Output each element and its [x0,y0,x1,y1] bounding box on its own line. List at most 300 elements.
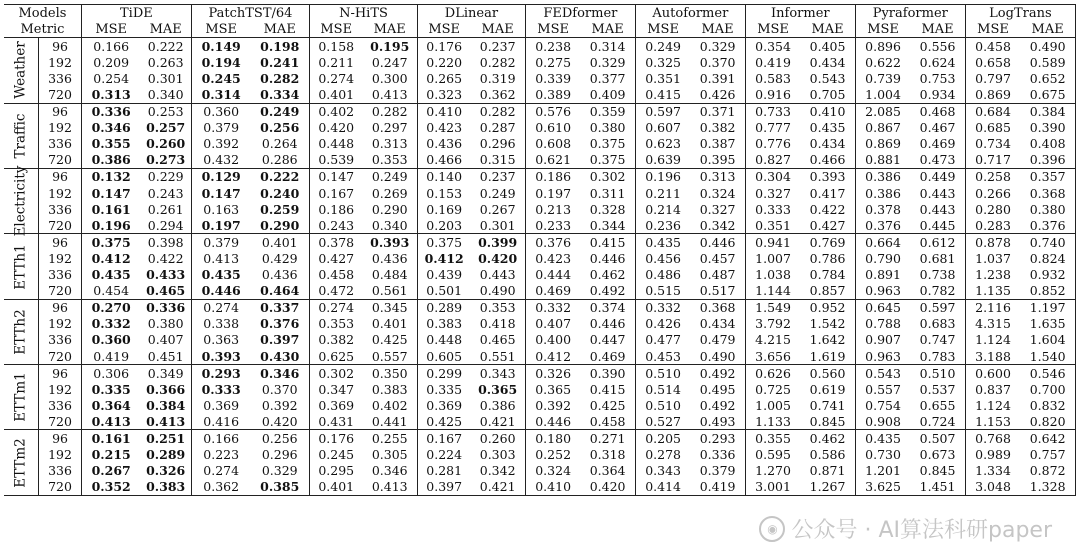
value-cell [81,136,140,152]
value-cell [140,120,191,136]
value: 0.658 [975,54,1011,70]
value-cell [417,168,470,185]
value-cell [81,38,140,55]
value: 1.642 [809,332,846,348]
value-cell [525,70,580,86]
value: 0.457 [699,250,736,266]
value: 0.374 [589,300,626,316]
value: 0.740 [1029,234,1066,250]
value: 0.857 [809,283,846,299]
value: 0.434 [809,54,846,70]
value: 0.546 [1029,365,1066,381]
value-cell [525,120,580,136]
dataset-name: Traffic [12,113,29,159]
value-cell [580,381,635,397]
value: 0.600 [975,365,1011,381]
value: 0.369 [426,397,463,413]
value: 0.624 [919,54,956,70]
value-cell [1020,136,1075,152]
value-cell [81,234,140,251]
value: 0.295 [318,463,355,479]
value: 0.252 [535,447,572,463]
value: 0.290 [371,201,408,217]
value-cell [310,381,363,397]
value-cell [417,38,470,55]
value-cell [965,70,1020,86]
value-cell [910,136,965,152]
value-cell [81,479,140,496]
value-cell [250,70,309,86]
value-cell [470,283,525,300]
value-cell [250,447,309,463]
results-table [4,4,1076,496]
value-cell [855,479,910,496]
value-cell [250,365,309,382]
value: 0.446 [589,316,626,332]
value: 0.467 [919,120,956,136]
value: 0.419 [93,348,130,364]
value-cell [745,185,800,201]
dataset-label-cell [4,299,39,364]
value: 0.878 [975,234,1011,250]
value-cell [1020,267,1075,283]
value: 0.466 [809,152,846,168]
best-value: 0.346 [91,120,131,136]
value: 0.338 [203,316,240,332]
best-value: 0.259 [260,201,300,217]
value: 0.782 [919,283,956,299]
value: 0.413 [371,87,408,103]
best-value: 0.393 [201,348,241,364]
best-value: 0.241 [260,54,300,70]
value-cell [140,463,191,479]
value: 0.989 [975,447,1011,463]
header-metric-row [4,21,1076,38]
value: 1.201 [865,463,901,479]
value: 0.390 [1029,120,1066,136]
value: 0.427 [809,217,846,233]
value: 1.635 [1029,316,1066,332]
value-cell [140,136,191,152]
value: 0.233 [535,217,572,233]
value: 0.427 [318,250,355,266]
value-cell [191,168,250,185]
value: 0.448 [318,136,355,152]
value: 0.387 [699,136,736,152]
value-cell [250,38,309,55]
value: 0.344 [589,217,626,233]
horizon-cell: 720 [39,479,82,496]
value-cell [1020,103,1075,120]
value-cell [470,430,525,447]
value: 0.642 [1029,430,1066,446]
value-cell [910,316,965,332]
best-value: 0.435 [201,267,241,283]
value: 0.377 [589,70,626,86]
value: 0.769 [809,234,846,250]
value-cell [81,103,140,120]
value: 0.845 [809,413,846,429]
best-value: 0.129 [201,169,241,185]
value: 0.401 [318,479,355,495]
best-value: 0.260 [146,136,186,152]
value: 0.469 [919,136,956,152]
table-row [4,152,1076,169]
value-cell [417,316,470,332]
value: 0.458 [975,38,1011,54]
value-cell [470,365,525,382]
value: 0.414 [645,479,681,495]
value-cell [310,201,363,217]
value: 0.451 [147,348,184,364]
dataset-name: Electricity [12,165,29,237]
value-cell [580,234,635,251]
value-cell [525,447,580,463]
value-cell [800,332,855,348]
value-cell [745,168,800,185]
value: 0.323 [426,87,463,103]
value: 0.324 [699,185,736,201]
value: 0.346 [371,463,408,479]
value-cell [1020,234,1075,251]
value-cell [745,381,800,397]
value: 0.249 [645,38,681,54]
value-cell [525,38,580,55]
value: 0.444 [535,267,572,283]
value: 0.490 [1029,38,1066,54]
value: 0.263 [147,54,184,70]
value-cell [250,381,309,397]
value-cell [580,120,635,136]
value: 0.419 [755,54,791,70]
metric-header: MAE [580,21,635,38]
metric-header: MSE [81,21,140,38]
value-cell [690,316,745,332]
value-cell [800,136,855,152]
value: 0.466 [426,152,463,168]
value: 0.436 [426,136,463,152]
value-cell [745,447,800,463]
best-value: 0.314 [201,87,241,103]
value-cell [525,430,580,447]
value: 0.845 [919,463,956,479]
value: 0.332 [645,300,681,316]
value: 0.254 [93,70,130,86]
dataset-label-cell [4,103,39,168]
value-cell [1020,413,1075,430]
best-value: 0.240 [260,185,300,201]
value-cell [525,217,580,234]
horizon-cell: 192 [39,316,82,332]
best-value: 0.375 [91,234,131,250]
value: 0.881 [865,152,901,168]
value: 0.824 [1029,250,1066,266]
value: 1.007 [755,250,791,266]
value-cell [140,299,191,316]
best-value: 0.412 [424,250,464,266]
value-cell [191,463,250,479]
value: 0.443 [479,267,516,283]
value: 0.425 [589,397,626,413]
horizon-cell: 96 [39,168,82,185]
value-cell [1020,365,1075,382]
value: 0.724 [919,413,956,429]
value: 0.415 [645,87,681,103]
value-cell [965,283,1020,300]
model-header: FEDformer [525,5,635,22]
table-row [4,479,1076,496]
value-cell [470,234,525,251]
value-cell [191,283,250,300]
value: 0.495 [699,381,736,397]
value: 0.827 [755,152,791,168]
value: 0.447 [589,332,626,348]
value-cell [855,365,910,382]
value-cell [191,413,250,430]
value-cell [470,413,525,430]
value: 0.340 [147,87,184,103]
value-cell [191,267,250,283]
value-cell [140,316,191,332]
value-cell [745,283,800,300]
value: 1.542 [809,316,846,332]
value: 0.261 [147,201,184,217]
value: 0.167 [426,430,463,446]
value-cell [910,365,965,382]
value-cell [580,168,635,185]
value-cell [745,86,800,103]
value-cell [580,332,635,348]
value-cell [250,86,309,103]
value-cell [470,136,525,152]
value-cell [910,70,965,86]
value-cell [855,103,910,120]
value: 0.249 [479,185,516,201]
value-cell [635,267,690,283]
value-cell [855,348,910,365]
value-cell [690,152,745,169]
value: 1.334 [975,463,1011,479]
value-cell [470,152,525,169]
value-cell [250,168,309,185]
value-cell [191,332,250,348]
value: 0.445 [919,217,956,233]
value: 3.625 [865,479,901,495]
value-cell [525,136,580,152]
value-cell [800,38,855,55]
value: 0.941 [755,234,791,250]
value: 0.271 [589,430,626,446]
value: 0.557 [865,381,901,397]
value: 0.386 [865,185,901,201]
best-value: 0.393 [370,234,410,250]
value-cell [910,447,965,463]
horizon-cell: 96 [39,365,82,382]
value: 0.619 [809,381,846,397]
value: 0.487 [699,267,736,283]
value: 0.407 [535,316,572,332]
value: 0.363 [203,332,240,348]
value: 0.293 [699,430,736,446]
value: 0.576 [535,104,572,120]
value-cell [745,250,800,266]
value: 0.296 [479,136,516,152]
value: 0.351 [645,70,681,86]
value: 0.415 [589,234,626,250]
value: 0.296 [261,447,298,463]
value: 0.685 [975,120,1011,136]
table-row [4,250,1076,266]
metric-header: MSE [525,21,580,38]
value-cell [855,152,910,169]
value: 0.281 [426,463,463,479]
table-row [4,136,1076,152]
value: 0.355 [755,430,791,446]
value-cell [855,299,910,316]
value: 0.739 [865,70,901,86]
table-row [4,348,1076,365]
best-value: 0.336 [91,104,131,120]
value-cell [690,381,745,397]
value-cell [1020,283,1075,300]
value-cell [910,234,965,251]
value: 0.236 [645,217,681,233]
value-cell [855,381,910,397]
value: 1.197 [1029,300,1066,316]
value-cell [690,332,745,348]
value: 0.597 [645,104,681,120]
value: 0.339 [535,70,572,86]
value-cell [525,103,580,120]
value-cell [81,185,140,201]
value-cell [417,103,470,120]
value-cell [745,365,800,382]
value: 0.434 [699,316,736,332]
value-cell [417,267,470,283]
value-cell [140,54,191,70]
value-cell [470,217,525,234]
value-cell [635,152,690,169]
value: 0.264 [261,136,298,152]
best-value: 0.364 [91,397,131,413]
value: 0.370 [261,381,298,397]
value-cell [690,447,745,463]
value-cell [635,38,690,55]
value: 0.393 [809,169,846,185]
value: 0.266 [975,185,1011,201]
value-cell [525,54,580,70]
value: 0.380 [147,316,184,332]
value: 0.431 [318,413,355,429]
value: 0.305 [371,447,408,463]
value: 0.469 [535,283,572,299]
value-cell [580,217,635,234]
metric-header: MSE [855,21,910,38]
value-cell [81,447,140,463]
value-cell [580,54,635,70]
value: 0.490 [479,283,516,299]
best-value: 0.366 [146,381,186,397]
value-cell [250,479,309,496]
value-cell [140,250,191,266]
value-cell [140,332,191,348]
value-cell [140,381,191,397]
value: 0.733 [755,104,791,120]
value-cell [910,267,965,283]
table-row [4,234,1076,251]
metric-header: MAE [470,21,525,38]
horizon-cell: 336 [39,70,82,86]
dataset-name: ETTm2 [12,437,29,488]
watermark-text: 公众号 · AI算法科研paper [791,518,1052,543]
value-cell [635,365,690,382]
value-cell [745,332,800,348]
value: 0.379 [203,234,240,250]
best-value: 0.332 [91,316,131,332]
value-cell [417,136,470,152]
value: 0.907 [865,332,901,348]
value-cell [965,54,1020,70]
table-row [4,267,1076,283]
value: 0.462 [809,430,846,446]
value-cell [745,299,800,316]
model-header: Autoformer [635,5,745,22]
value-cell [310,267,363,283]
horizon-cell: 336 [39,267,82,283]
value: 0.342 [699,217,736,233]
value: 1.144 [755,283,791,299]
value-cell [855,168,910,185]
value: 0.304 [755,169,791,185]
value: 0.664 [865,234,901,250]
value: 1.328 [1029,479,1066,495]
best-value: 0.256 [260,120,300,136]
value-cell [362,185,417,201]
value: 0.375 [589,152,626,168]
value-cell [800,120,855,136]
value-cell [417,413,470,430]
value-cell [580,103,635,120]
table-row [4,120,1076,136]
value: 3.656 [755,348,791,364]
value-cell [191,38,250,55]
value: 0.166 [93,38,130,54]
value: 0.410 [809,104,846,120]
value-cell [525,86,580,103]
value-cell [855,54,910,70]
dataset-label-cell [4,38,39,103]
table-row [4,70,1076,86]
value-cell [965,365,1020,382]
value-cell [362,152,417,169]
value-cell [140,234,191,251]
value-cell [1020,86,1075,103]
best-value: 0.397 [260,332,300,348]
value-cell [855,430,910,447]
value-cell [525,168,580,185]
value-cell [191,234,250,251]
value-cell [910,217,965,234]
value-cell [362,267,417,283]
value: 0.492 [699,397,736,413]
table-row [4,54,1076,70]
best-value: 0.197 [201,217,241,233]
value-cell [191,316,250,332]
value-cell [470,250,525,266]
value-cell [800,299,855,316]
value-cell [417,299,470,316]
table-row [4,283,1076,300]
